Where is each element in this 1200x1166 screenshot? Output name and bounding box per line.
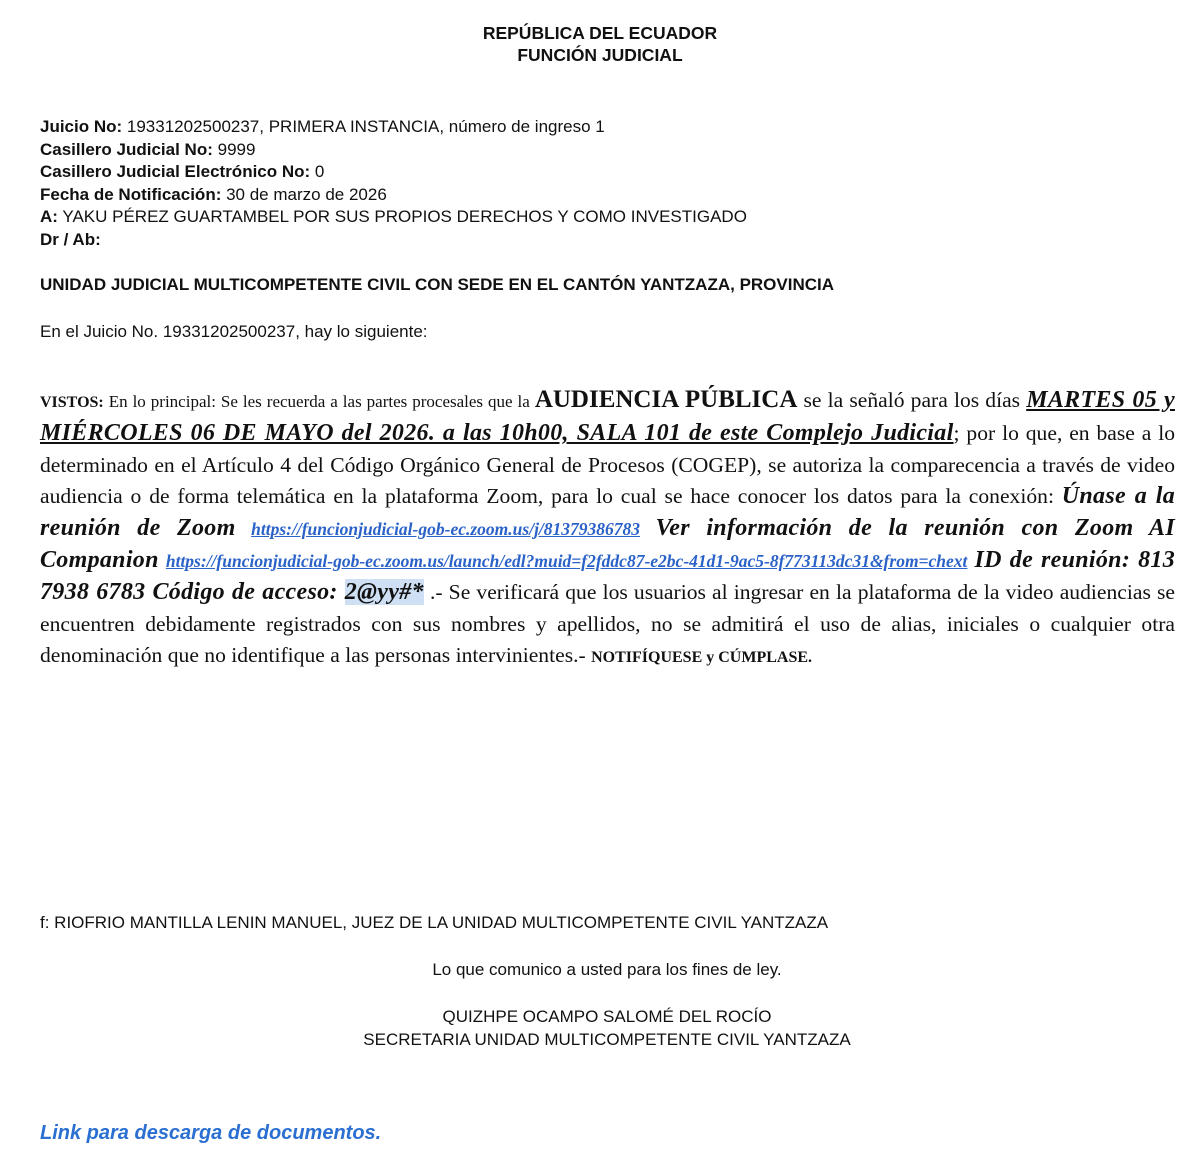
case-number-label: Juicio No: xyxy=(40,117,123,136)
intro-line: En el Juicio No. 19331202500237, hay lo siguiente: xyxy=(40,322,428,341)
zoom-meeting-link[interactable]: https://funcionjudicial-gob-ec.zoom.us/j/81379386783 xyxy=(251,518,641,539)
recipient-row xyxy=(40,206,747,229)
hearing-type: AUDIENCIA PÚBLICA xyxy=(534,386,798,413)
zoom-companion-link[interactable]: https://funcionjudicial-gob-ec.zoom.us/launch/edl?muid=f2fddc87-e2bc-41d1-9ac5-8f773113dc31&from=chext xyxy=(165,551,968,572)
case-metadata xyxy=(40,116,747,251)
attorney-label: Dr / Ab: xyxy=(40,229,101,249)
mailbox-value: 9999 xyxy=(212,139,256,159)
secretary-title: SECRETARIA UNIDAD MULTICOMPETENTE CIVIL YANTZAZA xyxy=(363,1030,851,1049)
notification-date-row xyxy=(40,184,747,207)
meeting-info-label: Ver información de la reunión con Zoom AI Companion xyxy=(40,514,1175,574)
judge-signature: f: RIOFRIO MANTILLA LENIN MANUEL, JUEZ DE LA UNIDAD MULTICOMPETENTE CIVIL YANTZAZA xyxy=(40,913,829,932)
recipient-value: YAKU PÉREZ GUARTAMBEL POR SUS PROPIOS DERECHOS Y COMO INVESTIGADO xyxy=(57,207,747,226)
secretary-name: QUIZHPE OCAMPO SALOMÉ DEL ROCÍO xyxy=(442,1007,772,1026)
recipient-label: A: xyxy=(40,207,58,226)
notification-date-label: Fecha de Notificación: xyxy=(40,184,222,204)
electronic-mailbox-label: Casillero Judicial Electrónico No: xyxy=(40,162,311,181)
ruling-paragraph xyxy=(40,384,1175,674)
mailbox-label: Casillero Judicial No: xyxy=(40,139,213,159)
institution-heading: FUNCIÓN JUDICIAL xyxy=(517,45,683,65)
attorney-row xyxy=(40,229,747,252)
ruling-text-2: se la señaló para los días xyxy=(797,388,1027,412)
court-unit-title: UNIDAD JUDICIAL MULTICOMPETENTE CIVIL CON SEDE EN EL CANTÓN YANTZAZA, PROVINCIA xyxy=(40,275,835,294)
notification-date-value: 30 de marzo de 2026 xyxy=(221,184,387,204)
meeting-id: ID de reunión: 813 7938 6783 Código de acceso: xyxy=(40,547,1175,606)
access-code: 2@yy#* xyxy=(344,579,424,606)
ruling-text-4: .- Se verificará que los usuarios al ingresar en la plataforma de la video audiencias se encuentren debidamente registrados con sus nombres y apellidos, no se admitirá el uso de alias, iniciales o cualquier otra denominación que no identifique a las personas intervinientes.- xyxy=(40,580,1175,668)
notify-comply: NOTIFÍQUESE y CÚMPLASE. xyxy=(591,649,813,667)
mailbox-row xyxy=(40,139,747,162)
download-documents-link[interactable]: Link para descarga de documentos. xyxy=(40,1122,382,1144)
hearing-date-room: MARTES 05 y MIÉRCOLES 06 DE MAYO del 2026. a las 10h00, SALA 101 de este Complejo Judicial xyxy=(40,387,1175,447)
country-heading: REPÚBLICA DEL ECUADOR xyxy=(482,23,718,43)
communication-line: Lo que comunico a usted para los fines de ley. xyxy=(432,960,782,979)
ruling-text-3: ; por lo que, en base a lo determinado en el Artículo 4 del Código Orgánico General de Procesos (COGEP), se autoriza la comparecencia a través de video audiencia o de forma telemática en la plataforma Zoom, para lo cual se hace conocer los datos para la conexión: xyxy=(40,421,1175,509)
case-number-row xyxy=(40,116,747,139)
case-number-value: 19331202500237, PRIMERA INSTANCIA, número de ingreso 1 xyxy=(122,117,605,136)
join-zoom-label: Únase a la reunión de Zoom xyxy=(40,483,1175,541)
ruling-text-1: En lo principal: Se les recuerda a las partes procesales que la xyxy=(103,392,535,411)
electronic-mailbox-value: 0 xyxy=(310,162,325,181)
vistos-label: VISTOS: xyxy=(40,394,104,411)
electronic-mailbox-row xyxy=(40,161,747,184)
